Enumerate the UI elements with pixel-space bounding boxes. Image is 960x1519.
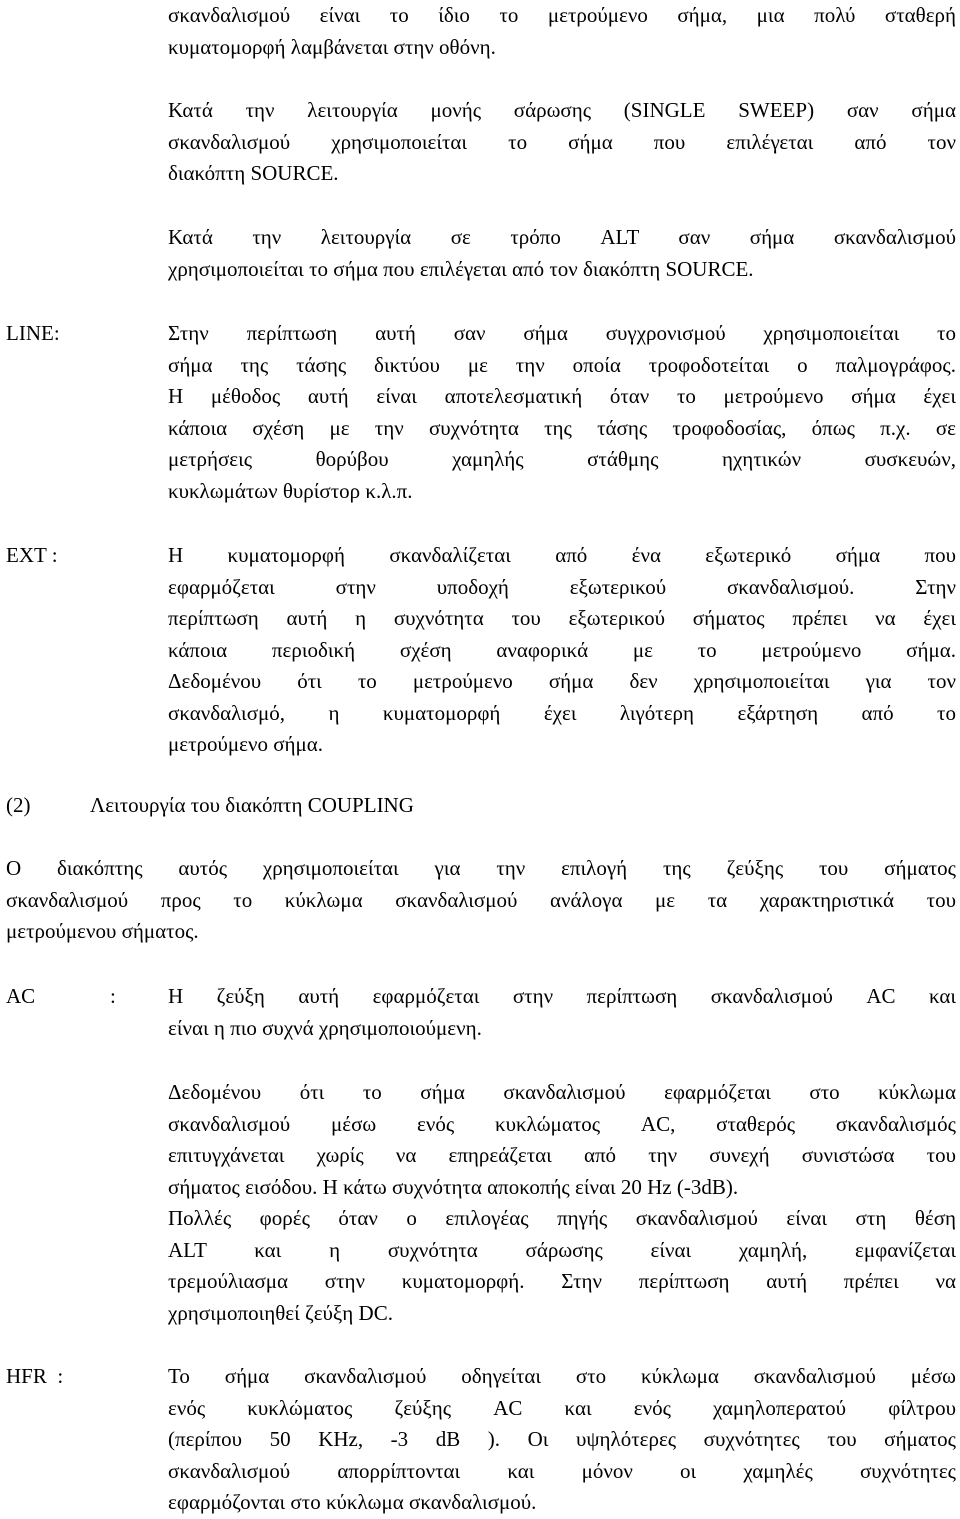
text-line: Το σήμα σκανδαλισμού οδηγείται στο κύκλωμα σκανδαλισμού μέσω bbox=[168, 1364, 956, 1388]
text-line: μετρήσεις θορύβου χαμηλής στάθμης ηχητικών συσκευών, bbox=[168, 447, 956, 471]
text-line: μετρούμενου σήματος. bbox=[6, 919, 199, 943]
text-line: σκανδαλισμού μέσω ενός κυκλώματος AC, σταθερός σκανδαλισμός bbox=[168, 1111, 956, 1136]
text-line: κάποια σχέση με την συχνότητα της τάσης τροφοδοσίας, όπως π.χ. σε bbox=[168, 415, 956, 440]
text-line: (περίπου 50 KHz, -3 dB ). Οι υψηλότερες συχνότητες του σήματος bbox=[168, 1427, 956, 1451]
ext-description bbox=[168, 540, 956, 761]
text-line: σκανδαλισμού προς το κύκλωμα σκανδαλισμού ανάλογα με τα χαρακτηριστικά του bbox=[6, 887, 956, 912]
ac-description bbox=[168, 981, 956, 1044]
text-line: σκανδαλισμού είναι το ίδιο το μετρούμενο σήμα, μια πολύ σταθερή bbox=[168, 3, 956, 27]
hfr-label: HFR : bbox=[6, 1364, 64, 1388]
text-line: Η ζεύξη αυτή εφαρμόζεται στην περίπτωση σκανδαλισμού AC και bbox=[168, 984, 956, 1008]
section-number: (2) bbox=[6, 793, 31, 817]
text-line: Κατά την λειτουργία σε τρόπο ALT σαν σήμα σκανδαλισμού bbox=[168, 225, 956, 249]
text-line: είναι η πιο συχνά χρησιμοποιούμενη. bbox=[168, 1015, 482, 1040]
text-line: σκανδαλισμού χρησιμοποιείται το σήμα που επιλέγεται από τον bbox=[168, 129, 956, 154]
text-line: Δεδομένου ότι το μετρούμενο σήμα δεν χρησιμοποιείται για τον bbox=[168, 669, 956, 693]
text-line: κάποια περιοδική σχέση αναφορικά με το μετρούμενο σήμα. bbox=[168, 637, 956, 662]
hfr-description bbox=[168, 1361, 956, 1519]
text-line: ενός κυκλώματος ζεύξης AC και ενός χαμηλοπερατού φίλτρου bbox=[168, 1395, 956, 1420]
text-line: εφαρμόζονται στο κύκλωμα σκανδαλισμού. bbox=[168, 1490, 537, 1514]
text-line: Η κυματομορφή σκανδαλίζεται από ένα εξωτερικό σήμα που bbox=[168, 543, 956, 567]
text-line: ALT και η συχνότητα σάρωσης είναι χαμηλή, εμφανίζεται bbox=[168, 1237, 956, 1262]
coupling-intro-paragraph bbox=[6, 853, 956, 948]
ac-colon: : bbox=[110, 984, 116, 1008]
text-line: σήμα της τάσης δικτύου με την οποία τροφοδοτείται ο παλμογράφος. bbox=[168, 352, 956, 377]
ext-label: EXT : bbox=[6, 543, 58, 567]
section-title: Λειτουργία του διακόπτη COUPLING bbox=[90, 793, 414, 817]
line-label: LINE: bbox=[6, 321, 60, 345]
text-line: περίπτωση αυτή η συχνότητα του εξωτερικού σήματος πρέπει να έχει bbox=[168, 606, 956, 630]
ac-label: AC bbox=[6, 984, 36, 1008]
text-line: Δεδομένου ότι το σήμα σκανδαλισμού εφαρμόζεται στο κύκλωμα bbox=[168, 1080, 956, 1104]
text-line: κυματομορφή λαμβάνεται στην οθόνη. bbox=[168, 34, 496, 59]
text-line: επιτυγχάνεται χωρίς να επηρεάζεται από την συνεχή συνιστώσα του bbox=[168, 1143, 956, 1167]
text-line: Κατά την λειτουργία μονής σάρωσης (SINGLE SWEEP) σαν σήμα bbox=[168, 98, 956, 122]
text-line: μετρούμενο σήμα. bbox=[168, 732, 324, 756]
text-line: τρεμούλιασμα στην κυματομορφή. Στην περίπτωση αυτή πρέπει να bbox=[168, 1269, 956, 1293]
alt-mode-paragraph bbox=[168, 222, 956, 285]
text-line: εφαρμόζεται στην υποδοχή εξωτερικού σκανδαλισμού. Στην bbox=[168, 574, 956, 599]
text-line: Πολλές φορές όταν ο επιλογέας πηγής σκανδαλισμού είναι στη θέση bbox=[168, 1206, 956, 1230]
text-line: χρησιμοποιείται το σήμα που επιλέγεται από τον διακόπτη SOURCE. bbox=[168, 256, 754, 281]
text-line: Ο διακόπτης αυτός χρησιμοποιείται για την επιλογή της ζεύξης του σήματος bbox=[6, 856, 956, 880]
intro-paragraph bbox=[168, 0, 956, 63]
ac-details bbox=[168, 1077, 956, 1329]
text-line: χρησιμοποιηθεί ζεύξη DC. bbox=[168, 1300, 393, 1325]
text-line: Στην περίπτωση αυτή σαν σήμα συγχρονισμού χρησιμοποιείται το bbox=[168, 321, 956, 345]
line-description bbox=[168, 318, 956, 507]
text-line: Η μέθοδος αυτή είναι αποτελεσματική όταν το μετρούμενο σήμα έχει bbox=[168, 384, 956, 408]
text-line: σήματος εισόδου. Η κάτω συχνότητα αποκοπής είναι 20 Hz (-3dB). bbox=[168, 1174, 739, 1199]
single-sweep-paragraph bbox=[168, 95, 956, 190]
text-line: κυκλωμάτων θυρίστορ κ.λ.π. bbox=[168, 478, 413, 503]
text-line: διακόπτη SOURCE. bbox=[168, 161, 339, 185]
text-line: σκανδαλισμό, η κυματομορφή έχει λιγότερη εξάρτηση από το bbox=[168, 700, 956, 725]
text-line: σκανδαλισμού απορρίπτονται και μόνον οι χαμηλές συχνότητες bbox=[168, 1458, 956, 1483]
